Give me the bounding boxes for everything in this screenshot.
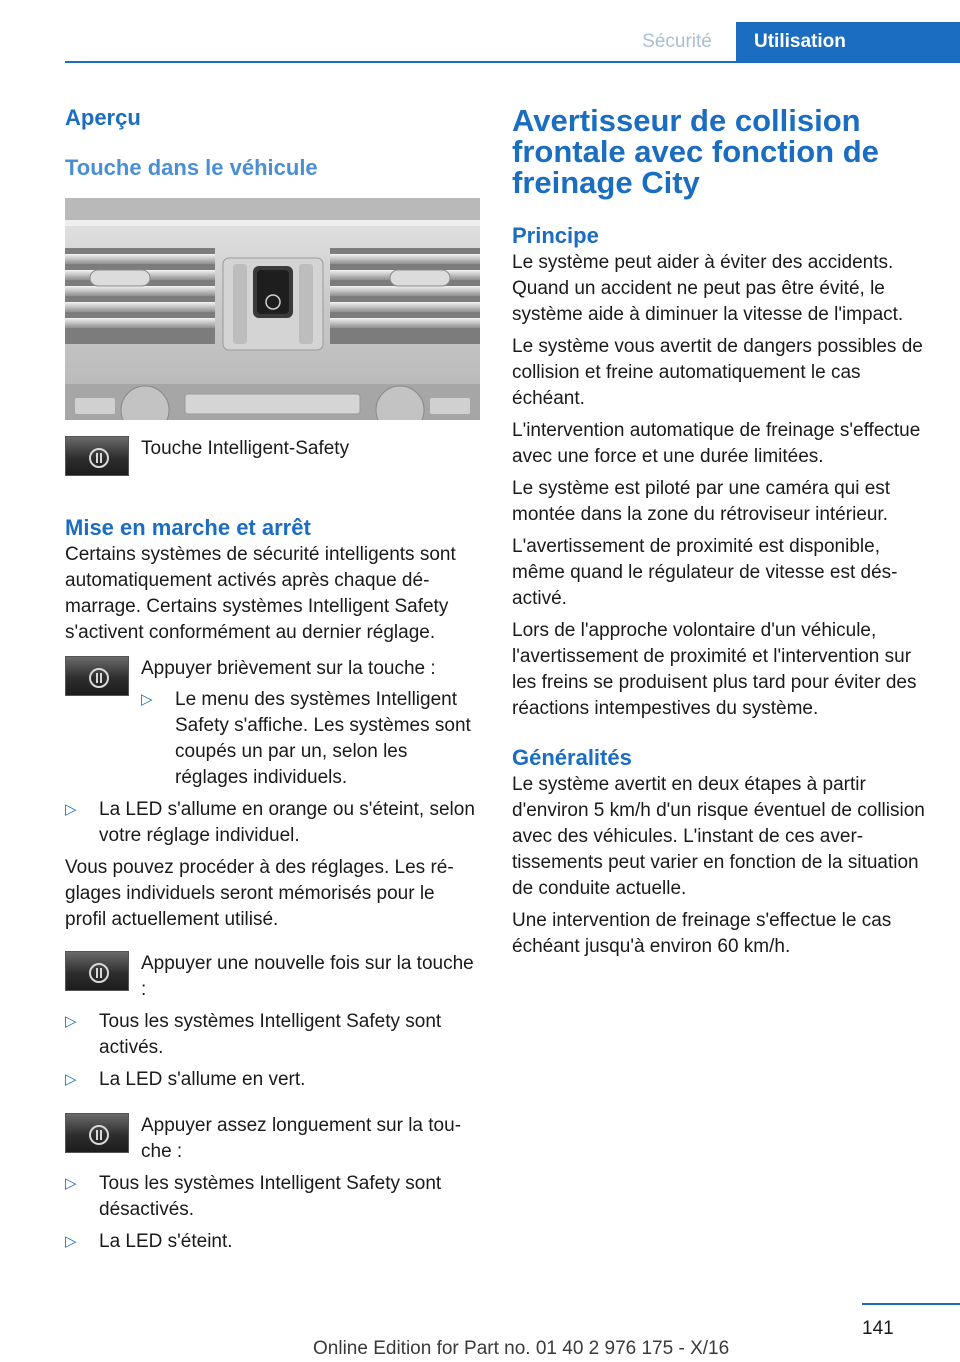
bullet-triangle-icon: ▷ xyxy=(65,801,77,818)
tab-securite[interactable] xyxy=(618,22,736,62)
dashboard-photo-illustration xyxy=(65,198,480,420)
step-2-bullet-2: La LED s'allume en vert. xyxy=(99,1069,306,1090)
right-column xyxy=(512,105,930,960)
step-2-text: Appuyer une nouvelle fois sur la touche : xyxy=(141,953,474,1000)
intelligent-safety-button-icon xyxy=(65,656,129,696)
bullet-triangle-icon: ▷ xyxy=(141,691,153,708)
paragraph-principe-3: L'intervention automatique de freinage s'effectue avec une force et une durée limitées. xyxy=(512,420,921,467)
bullet-triangle-icon: ▷ xyxy=(65,1175,77,1192)
dashboard-photo xyxy=(65,198,480,420)
left-column xyxy=(65,98,480,1255)
paragraph-principe-1: Le système peut aider à éviter des accidents. Quand un accident ne peut pas être évité, le système aide à diminuer la vitesse de l'impact. xyxy=(512,252,904,325)
paragraph-principe-4: Le système est piloté par une caméra qui est montée dans la zone du rétroviseur intérieur. xyxy=(512,478,891,525)
heading-principe: Principe xyxy=(512,223,599,248)
list-item xyxy=(141,687,480,791)
step-1-text: Appuyer brièvement sur la touche : xyxy=(141,658,436,679)
step-1-row xyxy=(65,656,480,791)
paragraph-reglages: Vous pouvez procéder à des réglages. Les réglages individuels seront mémorisés pour le profil actuellement utilisé. xyxy=(65,857,454,930)
page-number: 141 xyxy=(862,1318,894,1339)
heading-apercu: Aperçu xyxy=(65,105,141,130)
step-1-bullet: Le menu des systèmes Intelligent Safety s'affiche. Les systèmes sont coupés un par un, selon les réglages individuels. xyxy=(175,689,471,788)
heading-touche-vehicule: Touche dans le véhicule xyxy=(65,155,318,180)
intelligent-safety-button-icon xyxy=(65,1113,129,1153)
paragraph-principe-5: L'avertissement de proximité est disponible, même quand le régulateur de vitesse est désactivé. xyxy=(512,536,898,609)
heading-generalites: Généralités xyxy=(512,745,632,770)
list-item xyxy=(65,1229,480,1255)
list-item xyxy=(65,1067,480,1093)
list-item xyxy=(65,1171,480,1223)
bullet-led-orange: La LED s'allume en orange ou s'éteint, selon votre réglage individuel. xyxy=(99,799,475,846)
bullet-triangle-icon: ▷ xyxy=(65,1013,77,1030)
heading-mise-en-marche: Mise en marche et arrêt xyxy=(65,515,311,540)
bullet-triangle-icon: ▷ xyxy=(65,1233,77,1250)
paragraph-principe-6: Lors de l'approche volontaire d'un véhicule, l'avertissement de proximité et l'intervention sur les freins se produisent plus tard pour éviter des réactions intempestives du système. xyxy=(512,620,917,719)
tab-utilisation-label: Utilisation xyxy=(754,31,846,52)
footer-rule xyxy=(862,1303,960,1305)
button-legend-row xyxy=(65,436,480,476)
list-item xyxy=(65,797,480,849)
step-3-bullet-1: Tous les systèmes Intelligent Safety sont désactivés. xyxy=(99,1173,442,1220)
edition-note: Online Edition for Part no. 01 40 2 976 175 - X/16 xyxy=(313,1338,730,1359)
button-caption: Touche Intelligent-Safety xyxy=(141,438,350,459)
heading-avertisseur-collision: Avertisseur de collision frontale avec fonction de freinage City xyxy=(512,103,879,200)
list-item xyxy=(65,1009,480,1061)
step-1-body xyxy=(141,656,480,791)
step-2-bullet-1: Tous les systèmes Intelligent Safety sont activés. xyxy=(99,1011,442,1058)
paragraph-activation: Certains systèmes de sécurité intelligents sont automatiquement activés après chaque démarrage. Certains systèmes Intelligent Safety s'activent conformément au dernier réglage. xyxy=(65,544,456,643)
intelligent-safety-button-icon xyxy=(65,436,129,476)
step-3-text: Appuyer assez longuement sur la touche : xyxy=(141,1115,462,1162)
step-3-row xyxy=(65,1113,480,1165)
tab-utilisation[interactable] xyxy=(736,22,960,62)
header-rule xyxy=(65,61,960,63)
paragraph-principe-2: Le système vous avertit de dangers possibles de collision et freine automatiquement le cas échéant. xyxy=(512,336,923,409)
bullet-triangle-icon: ▷ xyxy=(65,1071,77,1088)
tab-securite-label: Sécurité xyxy=(642,31,712,52)
step-3-bullet-2: La LED s'éteint. xyxy=(99,1231,233,1252)
step-2-row xyxy=(65,951,480,1003)
paragraph-generalites-1: Le système avertit en deux étapes à partir d'environ 5 km/h d'un risque éventuel de collision avec des véhicules. L'instant de ces avertissements peut varier en fonction de la situation de conduite actuelle. xyxy=(512,774,925,899)
paragraph-generalites-2: Une intervention de freinage s'effectue le cas échéant jusqu'à environ 60 km/h. xyxy=(512,910,892,957)
intelligent-safety-button-icon xyxy=(65,951,129,991)
